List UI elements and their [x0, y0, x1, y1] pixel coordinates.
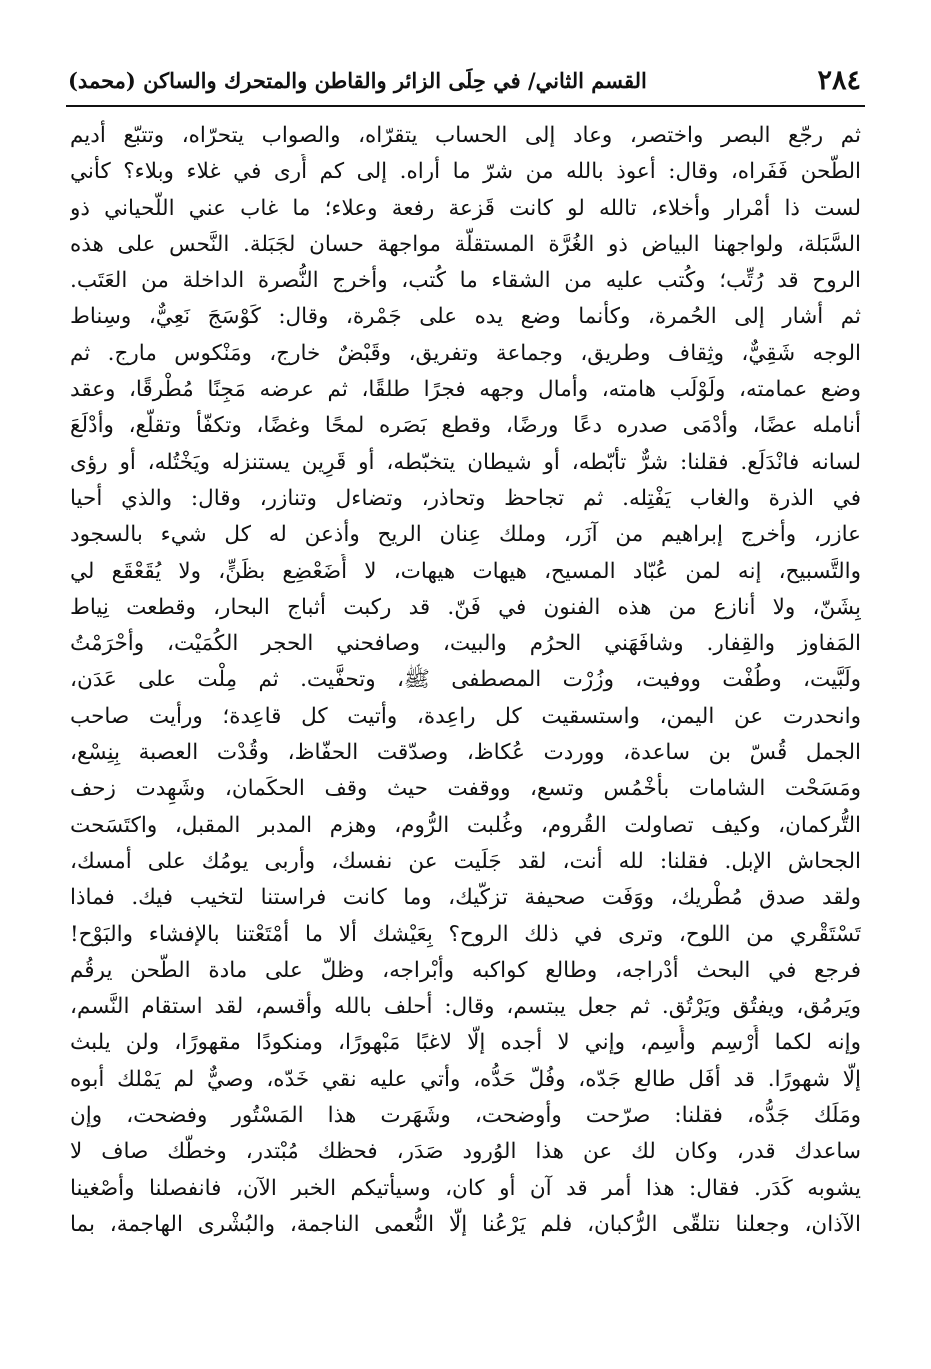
text-line: لسانه فانْدَلَع. فقلنا: شرٌّ تأبّطه، أو شيطان يتخبّطه، أو قَرِين يستنزله ويَخْتُله، أو رؤى: [70, 449, 861, 475]
text-line: وانحدرت عن اليمن، واستسقيت كل راعِدة، وأتيت كل قاعِدة؛ ورأيت صاحب: [70, 703, 861, 729]
text-line: يشوبه كَدَر. فقال: هذا أمر قد آن أو كان، وسيأتيكم الخبر الآن، فانفصلنا وأصْغينا: [70, 1175, 861, 1201]
text-line: ويَرمُق، ويفتُق ويَرْتُق. ثم جعل يبتسم، وقال: أحلف بالله وأقسم، لقد استقام النَّسم،: [70, 994, 861, 1020]
text-line: السَّبَلة، ولواجهنا البياض ذو الغُرَّة المستقلّة مواجهة حسان لجَبَلة. النَّحس على هذه: [70, 231, 861, 257]
text-line: ومَسَحْت الشامات بأخْمُس وتسع، ووقفت حيث وقف الحكَمان، وشَهِدت زحف: [70, 776, 861, 802]
text-line: بِشَنّ، ولا أنازع من هذه الفنون في فَنّ. قد ركبت أثباج البحار، وقطعت نِياط: [70, 594, 861, 620]
text-line: الآذان، وجعلنا نتلقّى الرُّكبان، فلم يَرْعُنا إلّا النُّعمى الناجمة، والبُشْرى الهاجمة، بما: [70, 1211, 861, 1237]
header-divider: [66, 105, 865, 107]
text-line: ومَلَك جَدُّه، فقلنا: صرّحت وأوضحت، وشَهَرت هذا المَسْتُور وفضحت، وإن: [70, 1103, 861, 1129]
text-line: الروح قد رُتِّب؛ وكُتب عليه من الشقاء ما كُتب، وأخرج النُّصرة الداخلة من العَتَب.: [70, 268, 861, 294]
text-line: الوجه شَقِيٌّ، وثِقاف وطريق، وجماعة وتفريق، وقَبْضٌ خارج، ومَنْكوس مارج. ثم: [70, 340, 861, 366]
text-line: وضع عمامته، ولَوْلَب هامته، وأمال وجهه فجرًا طلقًا، ثم عرضه مَجِنًا مُطْرقًا، وعقد: [70, 377, 861, 403]
text-line: الطّحن فَفَراه، وقال: أعوذ بالله من شرّ ما أراه. إلى كم أُرى في غلاء وبلاء؟ كأني: [70, 159, 861, 185]
text-line: عازر، وأخرج إبراهيم من آزَر، وملك عِنان الريح وأذعن له كل شيء بالسجود: [70, 522, 861, 548]
text-line: ثم أشار إلى الحُمرة، وكأنما وضع يده على جَمْرة، وقال: كَوْسَجَ نَعِيٌّ، وسِناط: [70, 304, 861, 330]
text-line: التُّركمان، وكيف تصاولت القُروم، وغُلبت الرُّوم، وهزم المدبر المقبل، واكتَسَحت: [70, 812, 861, 838]
text-line: ساعدك قدر، وكان لك عن هذا الوُرود صَدَر، فحظك مُبْتدر، وخطّك صاف لا: [70, 1139, 861, 1165]
text-line: الجمل قُسّ بن ساعدة، ووردت عُكاظ، وصدّقت الحفّاظ، وقُدْت العصبة بِنِسْع،: [70, 740, 861, 766]
text-line: ولقد صدق مُطْريك، ووَفَت صحيفة تزكّيك، وما كانت فراستنا لتخيب فيك. فماذا: [70, 885, 861, 911]
text-line: لست ذا أمْرار وأخلاء، تالله لو كانت قَزعة رفعة وعلاء؛ ما غاب عني اللّحياني ذو: [70, 195, 861, 221]
text-line: إلّا شهورًا. قد أفَل طالع جَدّه، وفُلّ حَدُّه، وأتي عليه نقي خَدّه، وصيٌّ لم يَمْلك أبوه: [70, 1066, 861, 1092]
text-line: تَسْتَقْري من اللوح، وترى في ذلك الروح؟ بِعَيْشك ألا ما أمْتَعْتنا بالإفشاء والبَوْح!: [70, 921, 861, 947]
text-line: ثم رجّع البصر واختصر، وعاد إلى الحساب يتقرّاه، والصواب يتحرّاه، وتتبّع أديم: [70, 123, 861, 148]
text-line: أنامله عضًا، وأدْمَى صدره دعًا ورضًا، وقطع بَصَره لمحًا وغضًا، وتكفّأ وتقلّع، وأدْلَعَ: [70, 413, 861, 439]
text-line: المَفاوز والقِفار. وشافَهَني الحرُم والبيت، وصافحني الحجر الكُمَيْت، وأحْرَمْتُ: [70, 631, 861, 657]
running-title: القسم الثاني/ في حِلَى الزائر والقاطن والمتحرك والساكن (محمد): [68, 67, 647, 93]
text-line: فرجع في البحث أدْراجه، وطالع كواكبه وأبْراجه، وظلّ على مادة الطّحن يرقُم: [70, 957, 861, 983]
page-header: [68, 58, 861, 102]
text-line: في الذرة والغاب يَفْتِله. ثم تجاحظ وتحاذر، وتضاءل وتنازر، وقال: والذي أحيا: [70, 485, 861, 511]
text-line: الجحاش الإبل. فقلنا: لله أنت، لقد جَلَيت عن نفسك، وأربى يومُك على أمسك،: [70, 848, 861, 874]
body-text: [70, 118, 861, 1243]
page-number: ٢٨٤: [817, 64, 861, 96]
text-line: ولَبَّيت، وطُفْت ووفيت، وزُرْت المصطفى ﷺ، وتحفَّيت. ثم مِلْت على عَدَن،: [70, 667, 861, 693]
text-line: والتَّسبيح، إنه لمن عُبّاد المسيح، هيهات هيهات، لا أُضَعْضِع بظَنٍّ، ولا يُقَعْقَع لي: [70, 558, 861, 584]
text-line: وإنه لكما أُرْسِم وأُسِم، وإني لا أجده إلّا لاغبًا مَبْهورًا، ومنكودًا مقهورًا، ولن يلبث: [70, 1030, 861, 1056]
